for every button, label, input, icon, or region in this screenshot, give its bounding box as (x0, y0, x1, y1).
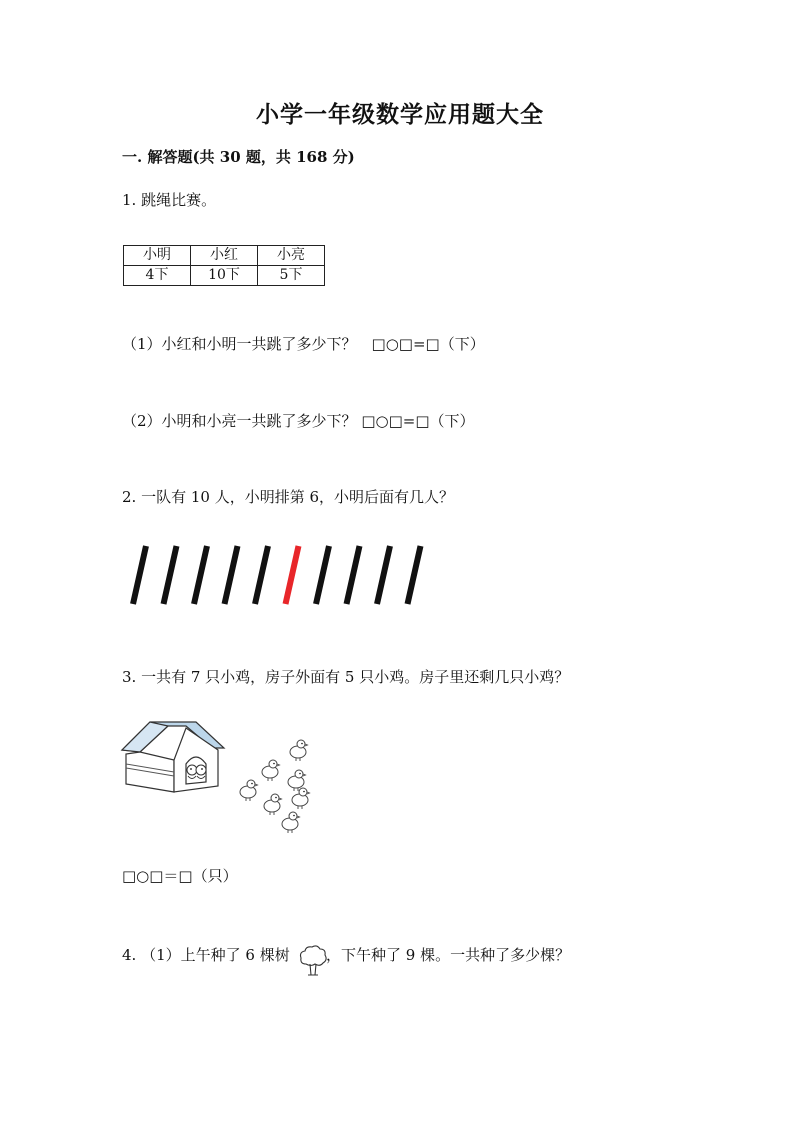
chick-icon (290, 740, 308, 761)
question-1-sub-1: （1）小红和小明一共跳了多少下？ □○□=□（下） (122, 335, 485, 353)
chick-icon (292, 788, 310, 809)
table-header-cell: 小亮 (258, 246, 325, 266)
tree-icon (298, 944, 328, 980)
queue-bar (225, 546, 238, 604)
chicken-house-icon (120, 718, 240, 798)
queue-bar (408, 546, 421, 604)
question-1-sub-2: （2）小明和小亮一共跳了多少下？ □○□=□（下） (122, 412, 475, 430)
question-2-stem: 2. 一队有 10 人，小明排第 6，小明后面有几人？ (122, 488, 455, 506)
question-3-stem: 3. 一共有 7 只小鸡，房子外面有 5 只小鸡。房子里还剩几只小鸡？ (122, 668, 570, 686)
outside-chicks-icon (228, 736, 318, 824)
table-cell: 5下 (258, 266, 325, 286)
question-4-stem-part1: 4. （1）上午种了 6 棵树 (122, 946, 290, 964)
queue-bar-xiaoming (286, 546, 299, 604)
page-title: 小学一年级数学应用题大全 (256, 101, 544, 128)
queue-bar (347, 546, 360, 604)
queue-bar (255, 546, 268, 604)
chick-icon (240, 780, 258, 801)
table-header-cell: 小明 (124, 246, 191, 266)
table-cell: 4下 (124, 266, 191, 286)
table-header-cell: 小红 (191, 246, 258, 266)
queue-bar (133, 546, 146, 604)
queue-bar (316, 546, 329, 604)
table-cell: 10下 (191, 266, 258, 286)
queue-bar (194, 546, 207, 604)
question-3-answer-line: □○□＝□（只） (122, 867, 238, 885)
chick-icon (264, 794, 282, 815)
chick-icon (262, 760, 280, 781)
queue-bar (377, 546, 390, 604)
question-1-stem: 1. 跳绳比赛。 (122, 191, 217, 209)
question-4-stem-part2: ，下午种了 9 棵。一共种了多少棵？ (326, 946, 571, 964)
section-heading: 一. 解答题(共 30 题，共 168 分) (122, 148, 355, 166)
queue-bar (164, 546, 177, 604)
